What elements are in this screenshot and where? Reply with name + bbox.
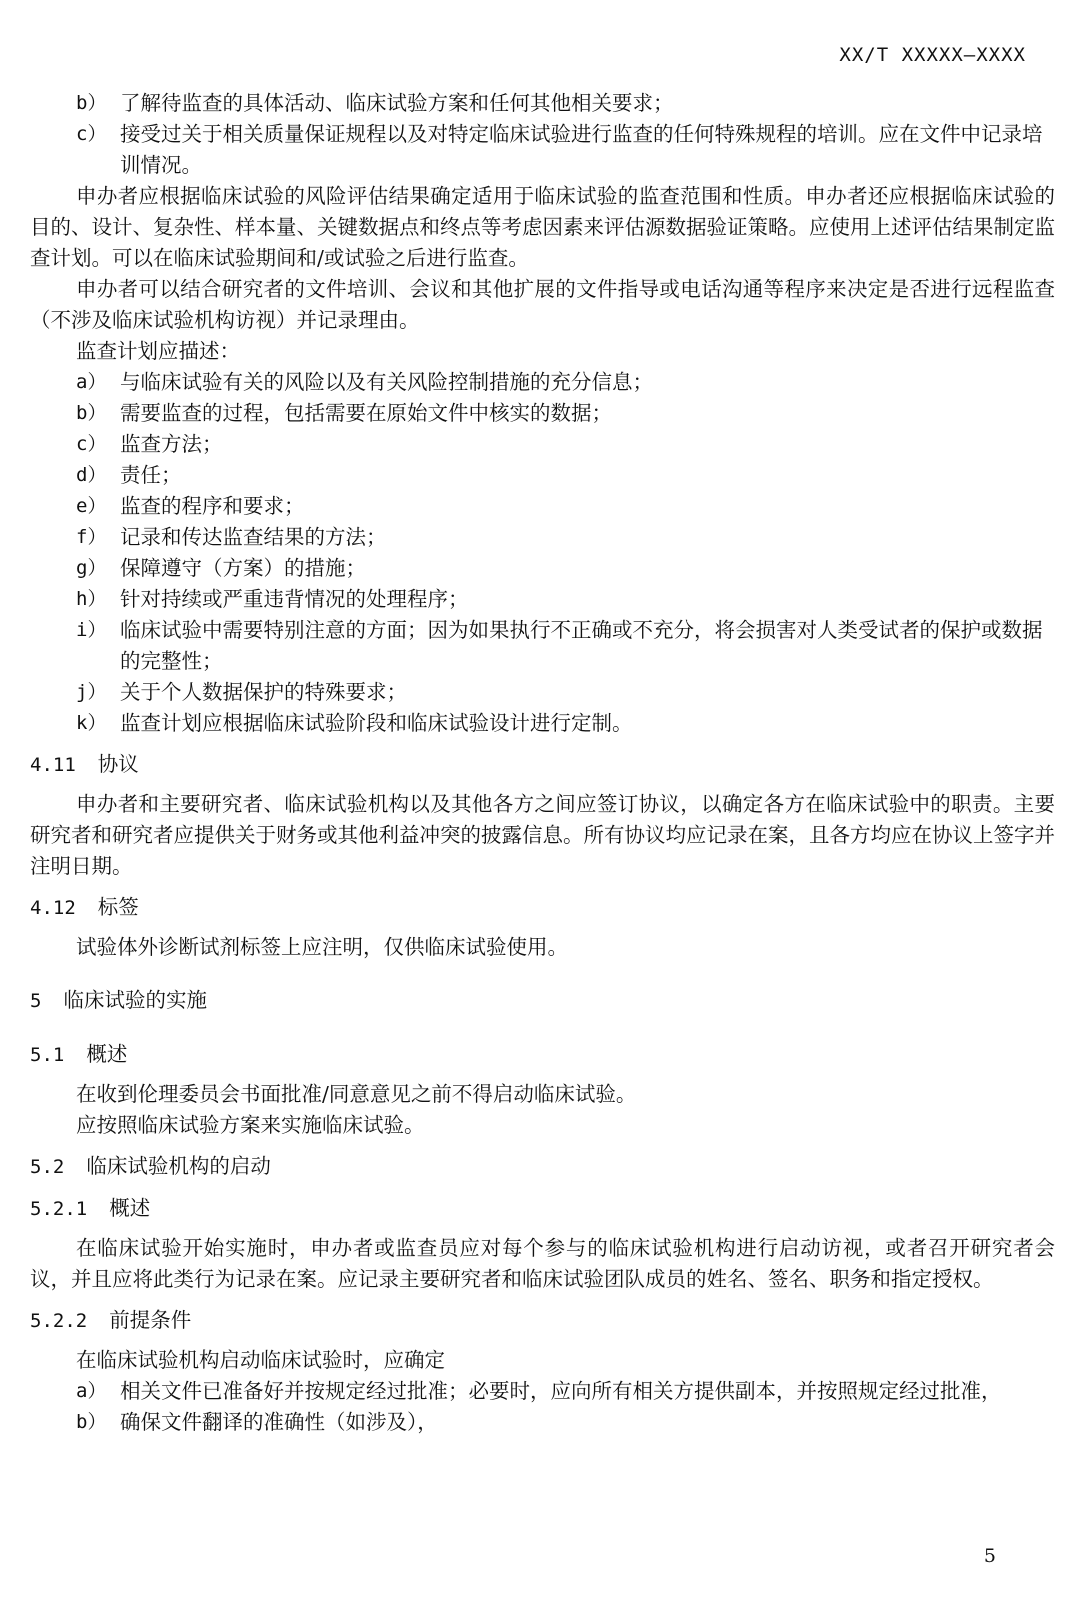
section-title: 临床试验的实施	[63, 988, 207, 1012]
paragraph: 申办者和主要研究者、临床试验机构以及其他各方之间应签订协议，以确定各方在临床试验中的职责。主要研究者和研究者应提供关于财务或其他利益冲突的披露信息。所有协议均应记录在案，且各方均应在协议上签字并注明日期。	[30, 792, 1055, 878]
section-title: 临床试验机构的启动	[86, 1154, 271, 1178]
list-item	[30, 398, 1055, 429]
list-item	[30, 584, 1055, 615]
section-title: 概述	[109, 1196, 151, 1220]
list-text: 监查方法；	[120, 432, 223, 456]
section-number: 5.1	[30, 1044, 65, 1066]
list-item	[30, 491, 1055, 522]
list-label: c）	[76, 433, 107, 455]
paragraph: 应按照临床试验方案来实施临床试验。	[76, 1113, 425, 1137]
list-item	[30, 88, 1055, 119]
list-text: 与临床试验有关的风险以及有关风险控制措施的充分信息；	[120, 370, 653, 394]
paragraph: 在临床试验开始实施时，申办者或监查员应对每个参与的临床试验机构进行启动访视，或者召开研究者会议，并且应将此类行为记录在案。应记录主要研究者和临床试验团队成员的姓名、签名、职务和指定授权。	[30, 1236, 1055, 1291]
section-number: 5.2.1	[30, 1198, 88, 1220]
list-item	[30, 429, 1055, 460]
paragraph: 申办者可以结合研究者的文件培训、会议和其他扩展的文件指导或电话沟通等程序来决定是否进行远程监查（不涉及临床试验机构访视）并记录理由。	[30, 277, 1055, 332]
paragraph: 在临床试验机构启动临床试验时，应确定	[76, 1348, 445, 1372]
paragraph: 申办者应根据临床试验的风险评估结果确定适用于临床试验的监查范围和性质。申办者还应根据临床试验的目的、设计、复杂性、样本量、关键数据点和终点等考虑因素来评估源数据验证策略。应使用上述评估结果制定监查计划。可以在临床试验期间和/或试验之后进行监查。	[30, 184, 1055, 270]
list-item	[30, 119, 1055, 181]
list-text: 了解待监查的具体活动、临床试验方案和任何其他相关要求；	[120, 91, 674, 115]
section-number: 5	[30, 990, 42, 1012]
section-title: 概述	[86, 1042, 128, 1066]
list-text: 针对持续或严重违背情况的处理程序；	[120, 587, 469, 611]
list-item	[30, 677, 1055, 708]
section-heading-5-1	[30, 1039, 1055, 1071]
list-text: 保障遵守（方案）的措施；	[120, 556, 366, 580]
list-label: b）	[76, 402, 107, 424]
list-text: 监查计划应根据临床试验阶段和临床试验设计进行定制。	[120, 711, 633, 735]
list-label: c）	[76, 123, 107, 145]
list-item	[30, 460, 1055, 491]
section-title: 协议	[97, 752, 139, 776]
list-text: 需要监查的过程，包括需要在原始文件中核实的数据；	[120, 401, 612, 425]
list-label: b）	[76, 1411, 107, 1433]
list-text: 监查的程序和要求；	[120, 494, 305, 518]
paragraph: 监查计划应描述：	[76, 339, 240, 363]
section-title: 标签	[97, 895, 139, 919]
section-number: 4.12	[30, 897, 76, 919]
list-label: a）	[76, 1380, 107, 1402]
list-item	[30, 522, 1055, 553]
list-text: 关于个人数据保护的特殊要求；	[120, 680, 407, 704]
section-heading-4-11	[30, 749, 1055, 781]
list-label: a）	[76, 371, 107, 393]
section-number: 5.2.2	[30, 1310, 88, 1332]
list-item	[30, 1376, 1055, 1407]
paragraph: 试验体外诊断试剂标签上应注明，仅供临床试验使用。	[76, 935, 568, 959]
list-label: i）	[76, 619, 107, 641]
paragraph: 在收到伦理委员会书面批准/同意意见之前不得启动临床试验。	[76, 1082, 637, 1106]
section-title: 前提条件	[109, 1308, 192, 1332]
list-item	[30, 553, 1055, 584]
list-item	[30, 1407, 1055, 1438]
section-heading-5-2-2	[30, 1305, 1055, 1337]
list-text: 确保文件翻译的准确性（如涉及），	[120, 1410, 438, 1434]
section-number: 5.2	[30, 1156, 65, 1178]
list-label: d）	[76, 464, 107, 486]
section-number: 4.11	[30, 754, 76, 776]
list-text: 记录和传达监查结果的方法；	[120, 525, 387, 549]
list-item	[30, 615, 1055, 677]
list-item	[30, 708, 1055, 739]
list-label: g）	[76, 557, 107, 579]
document-body	[30, 88, 1055, 1438]
section-heading-5-2-1	[30, 1193, 1055, 1225]
list-label: b）	[76, 92, 107, 114]
list-label: h）	[76, 588, 107, 610]
section-heading-5	[30, 985, 1055, 1017]
list-item	[30, 367, 1055, 398]
list-text: 接受过关于相关质量保证规程以及对特定临床试验进行监查的任何特殊规程的培训。应在文件中记录培训情况。	[120, 122, 1043, 177]
list-text: 临床试验中需要特别注意的方面；因为如果执行不正确或不充分，将会损害对人类受试者的保护或数据的完整性；	[120, 618, 1043, 673]
page-number: 5	[983, 1545, 996, 1567]
section-heading-5-2	[30, 1151, 1055, 1183]
list-text: 责任；	[120, 463, 182, 487]
list-label: e）	[76, 495, 107, 517]
list-label: j）	[76, 681, 107, 703]
list-text: 相关文件已准备好并按规定经过批准；必要时，应向所有相关方提供副本，并按照规定经过批准，	[120, 1379, 1002, 1403]
list-label: k）	[76, 712, 107, 734]
list-label: f）	[76, 526, 107, 548]
document-code: XX/T XXXXX—XXXX	[839, 44, 1026, 66]
section-heading-4-12	[30, 892, 1055, 924]
